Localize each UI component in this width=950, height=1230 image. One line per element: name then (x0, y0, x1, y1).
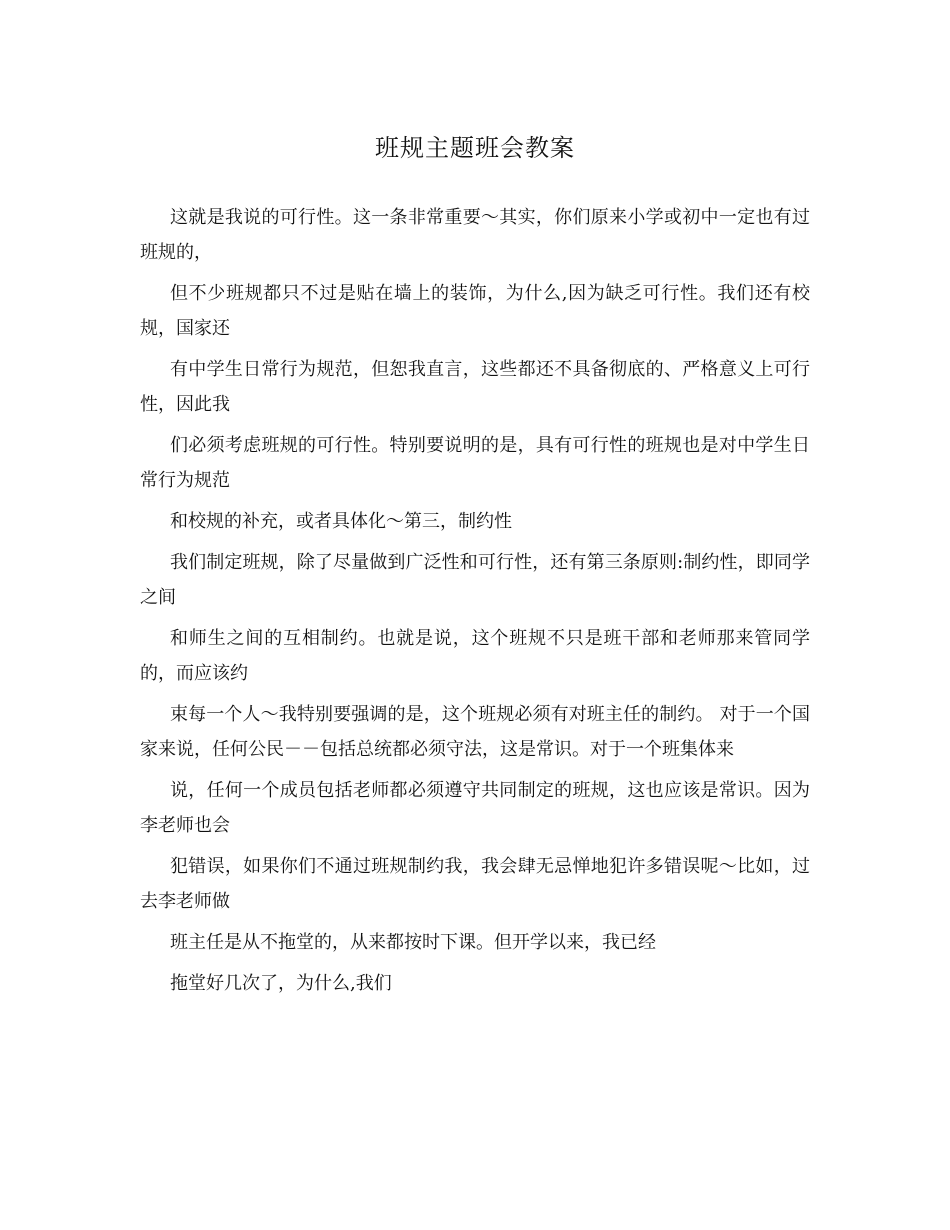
paragraph: 束每一个人～我特别要强调的是，这个班规必须有对班主任的制约。 对于一个国家来说，任何公民－－包括总统都必须守法，这是常识。对于一个班集体来 (140, 704, 810, 760)
paragraph: 这就是我说的可行性。这一条非常重要～其实，你们原来小学或初中一定也有过班规的， (140, 207, 810, 263)
document-body (140, 200, 810, 1007)
paragraph: 和师生之间的互相制约。也就是说，这个班规不只是班干部和老师那来管同学的，而应该约 (140, 628, 810, 684)
document-title: 班规主题班会教案 (375, 134, 575, 162)
paragraph: 拖堂好几次了，为什么,我们 (170, 973, 392, 994)
paragraph: 们必须考虑班规的可行性。特别要说明的是，具有可行性的班规也是对中学生日常行为规范 (140, 435, 810, 491)
paragraph: 班主任是从不拖堂的，从来都按时下课。但开学以来，我已经 (170, 932, 656, 953)
paragraph: 有中学生日常行为规范，但恕我直言，这些都还不具备彻底的、严格意义上可行性，因此我 (140, 359, 810, 415)
paragraph: 但不少班规都只不过是贴在墙上的装饰，为什么,因为缺乏可行性。我们还有校规，国家还 (140, 283, 810, 339)
paragraph: 和校规的补充，或者具体化～第三，制约性 (170, 511, 512, 532)
paragraph: 犯错误，如果你们不通过班规制约我，我会肆无忌惮地犯许多错误呢～比如，过去李老师做 (140, 856, 810, 912)
paragraph: 我们制定班规，除了尽量做到广泛性和可行性，还有第三条原则:制约性，即同学之间 (140, 552, 810, 608)
paragraph: 说，任何一个成员包括老师都必须遵守共同制定的班规，这也应该是常识。因为李老师也会 (140, 780, 810, 836)
